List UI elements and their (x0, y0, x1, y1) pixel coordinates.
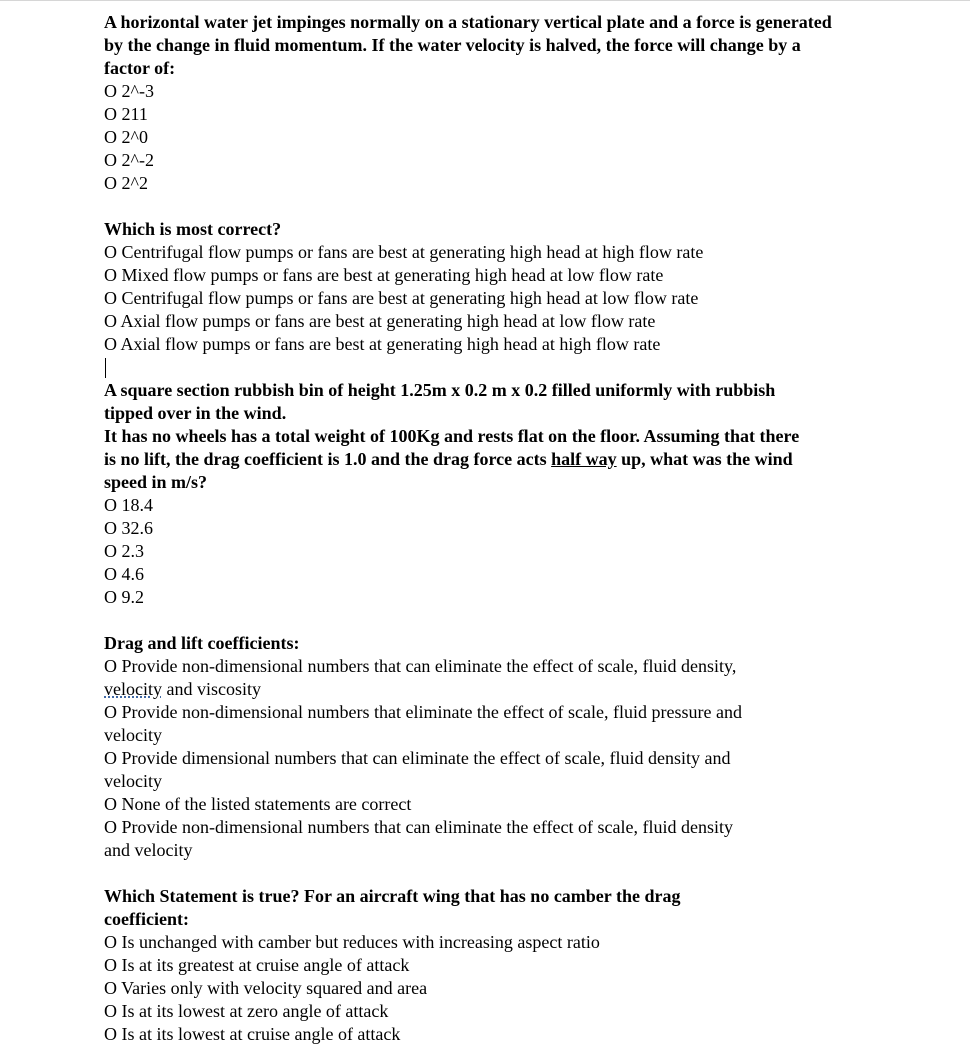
question-2-stem: Which is most correct? (104, 219, 282, 239)
question-1 (104, 11, 844, 195)
question-2-option-4[interactable]: O Axial flow pumps or fans are best at generating high head at low flow rate (104, 311, 656, 331)
question-3-stem-line-2 (104, 425, 814, 494)
question-4-option-5[interactable]: O Provide non-dimensional numbers that can eliminate the effect of scale, fluid density and velocity (104, 817, 733, 860)
blank-line (104, 195, 844, 218)
question-3-stem-text-before: It has no wheels has a total weight of 100Kg and rests flat on the floor. Assuming that there is no lift, the drag coefficient is 1.0 and the drag force acts (104, 426, 800, 469)
question-5-option-5[interactable]: O Is at its lowest at cruise angle of attack (104, 1024, 401, 1044)
question-5-option-4[interactable]: O Is at its lowest at zero angle of attack (104, 1001, 389, 1021)
question-2 (104, 218, 844, 356)
question-4-option-1[interactable] (104, 655, 754, 701)
question-3-option-1[interactable]: O 18.4 (104, 495, 153, 515)
question-1-option-5[interactable]: O 2^2 (104, 173, 148, 193)
question-1-option-2[interactable]: O 211 (104, 104, 148, 124)
question-3-stem-line-1: A square section rubbish bin of height 1.25m x 0.2 m x 0.2 filled uniformly with rubbish tipped over in the wind. (104, 380, 776, 423)
question-3-option-4[interactable]: O 4.6 (104, 564, 144, 584)
question-1-option-4[interactable]: O 2^-2 (104, 150, 154, 170)
question-1-stem: A horizontal water jet impinges normally on a stationary vertical plate and a force is generated by the change in fluid momentum. If the water velocity is halved, the force will change by a factor of: (104, 12, 832, 78)
question-2-option-3[interactable]: O Centrifugal flow pumps or fans are best at generating high head at low flow rate (104, 288, 699, 308)
question-3-option-5[interactable]: O 9.2 (104, 587, 144, 607)
question-4-option-3[interactable]: O Provide dimensional numbers that can eliminate the effect of scale, fluid density and velocity (104, 748, 731, 791)
question-4-option-2[interactable]: O Provide non-dimensional numbers that eliminate the effect of scale, fluid pressure and velocity (104, 702, 742, 745)
question-5 (104, 885, 844, 1046)
text-cursor-line[interactable] (104, 356, 844, 379)
question-4 (104, 632, 754, 862)
question-2-option-1[interactable]: O Centrifugal flow pumps or fans are best at generating high head at high flow rate (104, 242, 704, 262)
text-caret (105, 358, 106, 378)
question-5-option-1[interactable]: O Is unchanged with camber but reduces with increasing aspect ratio (104, 932, 600, 952)
question-3-underlined-phrase: half way (551, 449, 617, 469)
question-3-stem-text-after: up, what was the wind speed in m/s? (104, 449, 793, 492)
question-4-option-4[interactable]: O None of the listed statements are correct (104, 794, 412, 814)
question-3-option-2[interactable]: O 32.6 (104, 518, 153, 538)
document-content (104, 11, 844, 1046)
blank-line (104, 609, 844, 632)
question-3-option-3[interactable]: O 2.3 (104, 541, 144, 561)
question-4-option-1-text-before: O Provide non-dimensional numbers that can eliminate the effect of scale, fluid density, (104, 656, 737, 676)
question-5-option-3[interactable]: O Varies only with velocity squared and area (104, 978, 428, 998)
question-4-stem: Drag and lift coefficients: (104, 633, 300, 653)
question-2-option-2[interactable]: O Mixed flow pumps or fans are best at generating high head at low flow rate (104, 265, 664, 285)
question-5-stem: Which Statement is true? For an aircraft wing that has no camber the drag coefficient: (104, 886, 681, 929)
question-2-option-5[interactable]: O Axial flow pumps or fans are best at generating high head at high flow rate (104, 334, 661, 354)
question-1-option-1[interactable]: O 2^-3 (104, 81, 154, 101)
question-1-option-3[interactable]: O 2^0 (104, 127, 148, 147)
question-3 (104, 379, 844, 609)
question-4-option-1-text-after: and viscosity (161, 679, 261, 699)
question-5-option-2[interactable]: O Is at its greatest at cruise angle of attack (104, 955, 410, 975)
blank-line (104, 862, 844, 885)
question-4-spellcheck-word: velocity (104, 679, 162, 699)
